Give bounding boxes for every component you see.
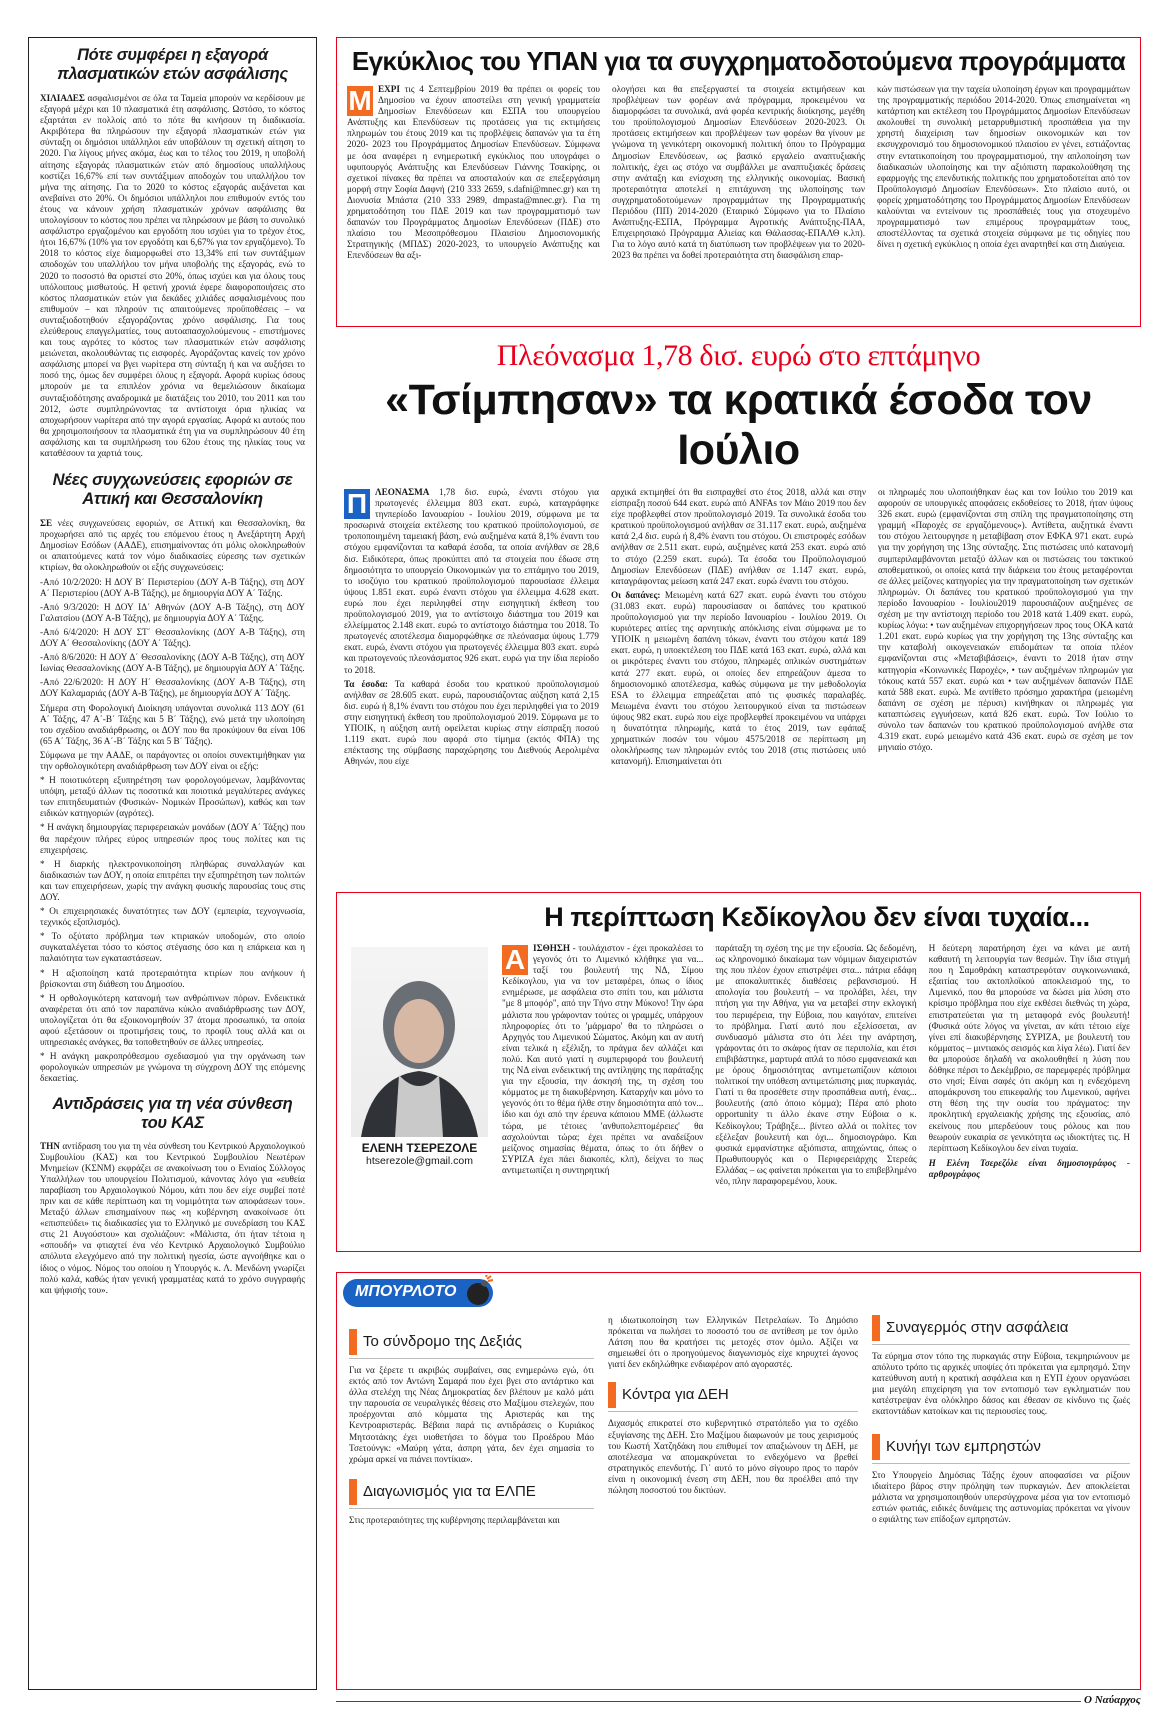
mid-article-lead: ΛΕΟΝΑΣΜΑ — [375, 487, 430, 497]
burloto-text-4: Διχασμός επικρατεί στο κυβερνητικό στρατόπεδο για το σχέδιο εξυγίανσης της ΔΕΗ. Στο Μαξίμου διαφωνούν με τους χειρισμούς του Κωστή Χατζηδάκη που επιθυμεί τον απαξιώνουν τη ΔΕΗ, με αποτέλεσμα να απομακρύνεται το ενδεχόμενο να βρεθεί στρατηγικός επενδυτής. Γι΄ αυτό το μόνο σίγουρο προς το παρόν είναι η οικονομική ένεση στη ΔΕΗ, που θα προέλθει από την πώληση ποσοστού του δικτύων. — [608, 1418, 858, 1496]
left-article-2-lead: ΣΕ — [40, 518, 53, 529]
top-article — [336, 37, 1141, 327]
heading-text: Κόντρα για ΔΕΗ — [622, 1386, 729, 1404]
mid-article-col-2 — [611, 487, 866, 770]
heading-text: Διαγωνισμός για τα ΕΛΠΕ — [363, 1482, 536, 1500]
left-article-3-text: αντίδραση του για τη νέα σύνθεση του Κεντρικού Αρχαιολογικού Συμβουλίου (ΚΑΣ) και του Κεντρικού Συμβουλίου Νεωτέρων Μνημείων (ΚΣΝΜ) εκφράζει σε ανακοίνωση του ο Ενιαίος Σύλλογος Υπαλλήλων του υπουργείου Πολιτισμού, κάνοντας λόγο για «ευθεία παραβίαση του Αρχαιολογικού Νόμου, κάτι που δεν είχε συμβεί ποτέ πριν και σε κάθε περίπτωση και τη νομιμότητα των αποφάσεων του». Μεταξύ άλλων επισημαίνουν πως «η κυβέρνηση ανακοίνωσε ότι «επισπεύδει» τις διαδικασίες για το Ελληνικό με συνεδρίαση του ΚΑΣ στις 21 Αυγούστου» και σχολιάζουν: «Μάλιστα, ότι ήταν τέτοια η «σπουδή» να φτιαχτεί ένα νέο Κεντρικό Αρχαιολογικό Συμβούλιο απόλυτα ελεγχόμενο από την πολιτική ηγεσία, ώστε αγνοήθηκε και ο ίδιος ο νόμος. Νόμος του οποίου η Υπουργός κ. Λ. Μενδώνη γνωρίζει πολύ καλά, καθώς ήταν γενική γραμματέας κατά το χρόνο συγγραφής και ψήφισής του». — [40, 1140, 305, 1295]
list-item: * Η ανάγκη δημιουργίας περιφερειακών μονάδων (ΔΟΥ Α΄ Τάξης) που θα παρέχουν πλήρες εύρος υπηρεσιών προς τους πολίτες και τις επιχειρήσεις. — [40, 822, 305, 855]
burloto-heading-5 — [872, 1432, 1130, 1464]
opinion-title: Η περίπτωση Κεδίκογλου δεν είναι τυχαία... — [544, 902, 1090, 932]
left-article-3-title: Αντιδράσεις για τη νέα σύνθεση του ΚΑΣ — [52, 1094, 293, 1132]
mid-article-text-2: αρχικά εκτιμηθεί ότι θα εισπραχθεί στο έτος 2018, αλλά και στην είσπραξη ποσού 644 εκατ. ευρώ από ANFAs τον Μάιο 2019 που δεν είχε προβλεφθεί στον προϋπολογισμό 2019. Τα συνολικά έσοδα του κρατικού προϋπολογισμού ανήλθαν σε 31.117 εκατ. ευρώ, αυξημένα κατά 2,4 δισ. ευρώ ή 8,4% έναντι του στόχου. Οι επιστροφές εσόδων ανήλθαν σε 2.511 εκατ. ευρώ, αυξημένες κατά 253 εκατ. ευρώ από το στόχο (2.259 εκατ. ευρώ). Τα έσοδα του Προϋπολογισμού Δημοσίων Επενδύσεων (ΠΔΕ) ανήλθαν σε 1.147 εκατ. ευρώ, καταγράφοντας μείωση κατά 247 εκατ. ευρώ έναντι του στόχου. — [611, 487, 866, 586]
left-article-2-para3: Σύμφωνα με την ΑΑΔΕ, οι παράγοντες οι οποίοι συνεκτιμήθηκαν για την ορθολογικότερη αναδιάρθρωση των ΔΟΥ είναι οι εξής: — [40, 749, 305, 771]
mid-article-subhead-revenue: Τα έσοδα: — [344, 678, 388, 689]
top-article-col-3: κών πιστώσεων για την ταχεία υλοποίηση έργων και προγραμμάτων της προγραμματικής περιόδου 2014-2020. Όπως επισημαίνεται «η κατάρτιση και εκτέλεση του Προγράμματος Δημοσίων Επενδύσεων ακολουθεί τη συνολική μεταρρυθμιστική προσπάθεια για την χρηστή διαχείριση των δημοσίων οικονομικών και τον εκσυγχρονισμό του δημοσιονομικού πλαισίου εν γένει, εστιάζοντας στην εντατικοποίηση του προγραμματισμού, την απλοποίηση των διαδικασιών υλοποίησης και την αξιόπιστη παρακολούθηση της εφαρμογής της επενδυτικής πολιτικής που χρηματοδοτείται από τον Προϋπολογισμό Δημοσίων Επενδύσεων». Στο πλαίσιο αυτό, οι φορείς χρηματοδότησης του Προγράμματος Δημοσίων Επενδύσεων καλούνται να εντείνουν τις προσπάθειές τους για στοχευμένο προγραμματισμό των επιμέρους προγραμμάτων τους, αποστέλλοντας τα σχετικά στοιχεία σύμφωνα με τις οδηγίες που δίνει η σχετική εγκύκλιος η οποία έχει αναρτηθεί και στη Διαύγεια. — [877, 84, 1130, 250]
burloto-text-5: Τα εύρημα στον τόπο της πυρκαγιάς στην Εύβοια, τεκμηριώνουν με απόλυτο τρόπο τις αρχικές υποψίες ότι πρόκειται για εμπρησμό. Στην κατεύθυνση αυτή η κρατική ασφάλεια και η ΕΥΠ έχουν οργανώσει μια μεγάλη επιχείρηση για τον εντοπισμό των εγκληματιών που κατέστρεψαν ένα ολόκληρο δάσος και έθεσαν σε κίνδυνο τις ζωές εκατοντάδων κατοίκων και τις περιουσίες τους. — [872, 1351, 1130, 1417]
list-item: -Από 9/3/2020: Η ΔΟΥ ΙΔ΄ Αθηνών (ΔΟΥ Α-Β Τάξης), στη ΔΟΥ Γαλατσίου (ΔΟΥ Α-Β Τάξης), με δημιουργία ΔΟΥ Α΄ Τάξης. — [40, 601, 305, 623]
author-portrait-icon — [351, 947, 488, 1137]
author-photo — [351, 947, 488, 1137]
burloto-heading-3 — [608, 1380, 858, 1412]
opinion-text-1: - τουλάχιστον - έχει προκαλέσει το γεγονός ότι το Λιμενικό κλήθηκε για να... ταξί του βουλευτή της ΝΔ, Σίμου Κεδίκογλου, για να τον μεταφέρει, όπως ο ίδιος ενημέρωσε, με ασφάλεια στο σπίτι του, και μάλιστα "με 8 μποφόρ", από την Τήνο στην Μύκονο! Την ώρα μάλιστα που γράφονταν τούτες οι γραμμές, υπάρχουν πληροφορίες ότι το 'μάρμαρο' θα το πληρώσει ο Αρχηγός του Λιμενικού Σώματος. Ακόμη και αν αυτή είναι τελικά η εξέλιξη, το πράγμα δεν αλλάζει και πολύ. Και αυτό γιατί η συμπεριφορά του βουλευτή της ΝΔ είναι ενδεικτική της αντίληψης της παράταξης για την εξουσία, την άσκησή της, τη σχέση του κόμματος με τη διακυβέρνηση. Καταρχήν και μόνο το γεγονός ότι το θέμα ήλθε στην δημοσιότητα από τον... ίδιο και όχι από την έρευνα κάποιου ΜΜΕ (άλλωστε τώρα, με τέτοιες 'ανθυπολεπτομέρειες' θα ασχολούνται τώρα; έχει πρέπει να αναδείξουν μείζονος σημασίας θέματα, όπως το ότι δήθεν ο ΣΥΡΙΖΑ έχει πάει διακοπές, κλπ), δείχνει το πως αντιμετωπίζει η συντηρητική — [502, 943, 704, 1175]
burloto-col-2 — [608, 1315, 858, 1496]
heading-bar — [349, 1479, 357, 1505]
heading-text: Το σύνδρομο της Δεξιάς — [363, 1332, 522, 1350]
opinion-signature: Η Ελένη Τσερεζόλε είναι δημοσιογράφος - αρθρογράφος — [928, 1157, 1130, 1179]
opinion-article — [336, 892, 1141, 1252]
list-item: * Η ανάγκη μακροπρόθεσμου σχεδιασμού για την οργάνωση των φορολογικών υπηρεσιών με γνώμονα τη σύγχρονη ΔΟΥ της επόμενης δεκαετίας. — [40, 1051, 305, 1084]
burloto-text-1: Για να ξέρετε τι ακριβώς συμβαίνει, σας ενημερώνω εγώ, ότι εκτός από τον Αντώνη Σαμαρά που έχει βγει στο αντάρτικο και άλλα στελέχη της Νέας Δημοκρατίας δεν βλέπουν με καλό μάτι την παρουσία σε νευραλγικές θέσεις στο Μαξίμου στελεχών, που προέρχονται από κόμματα της Αριστεράς και της Κεντροαριστεράς. Βέβαια παρά τις αντιδράσεις ο Κυριάκος Μητσοτάκης έχει υιοθετήσει το δόγμα του Προέδρου Μάο Τσετούνγκ: «Μαύρη γάτα, άσπρη γάτα, δεν έχει σημασία το χρώμα αρκεί να πιάνει ποντίκια». — [349, 1365, 594, 1464]
mid-article-text-2b: Μειωμένη κατά 627 εκατ. ευρώ έναντι του στόχου (31.083 εκατ. ευρώ) παρουσίασαν οι δαπάνες του κρατικού προϋπολογισμού για την περίοδο Ιανουαρίου - Ιουλίου 2019. Οι κυριότερες αιτίες της αρνητικής απόκλισης είναι σύμφωνα με το ΥΠΟΙΚ η μειωμένη δαπάνη τόκων, έναντι του στόχου κατά 189 εκατ. ευρώ, η υποεκτέλεση του ΠΔΕ κατά 163 εκατ. ευρώ, αλλά και οι μικρότερες έναντι του στόχου, πληρωμές οπλικών συστημάτων κατά 277 εκατ. ευρώ, οι οποίες δεν επηρεάζουν άμεσα το δημοσιονομικό αποτέλεσμα, καθώς σύμφωνα με την μεθοδολογία ESA το έλλειμμα επηρεάζεται από τις φυσικές παραλαβές. Μειωμένα έναντι του στόχου λειτουργικού είναι τα πιστώσεων ύψους 982 εκατ. ευρώ που είχε προβλεφθεί προκειμένου να υπάρχει η δυνατότητα πληρωμής, κατά το έτος 2019, των εφάπαξ χρηματικών ποσών του νόμου 4575/2018 σε περίπτωση μη ολοκλήρωσης των πληρωμών εντός του 2018 (στις πιστώσεις υπό κατανομή). Επισημαίνεται ότι — [611, 589, 866, 767]
left-article-3-lead: ΤΗΝ — [40, 1140, 60, 1151]
list-item: * Η αξιοποίηση κατά προτεραιότητα κτιρίων που ανήκουν ή βρίσκονται στη διάθεση του Δημοσίου. — [40, 967, 305, 989]
list-item: -Από 10/2/2020: Η ΔΟΥ Β΄ Περιστερίου (ΔΟΥ Α-Β Τάξης), στη ΔΟΥ Α΄ Περιστερίου (ΔΟΥ Α-Β Τάξης), με δημιουργία ΔΟΥ Α΄ Τάξης. — [40, 576, 305, 598]
mid-article-kicker: Πλεόνασμα 1,78 δισ. ευρώ στο επτάμηνο — [496, 339, 981, 372]
opinion-col-2: παράταξη τη σχέση της με την εξουσία. Ως δεδομένη, ως κληρονομικό δικαίωμα των νόμιμων διαχειριστών της που πλέον έχουν επιστρέψει στα... πάτρια εδάφη με αποκαλυπτικές διαθέσεις ρεβανσισμού. Η απολογία του βουλευτή – να προλάβει, λέει, την πτήση για την Αθήνα, για να μεταβεί στην εκλογική του περιφέρεια, την Εύβοια, που καιγόταν, επιτείνει το πρόβλημα. Γιατί αυτό που εξελίσσεται, αν συνδυασμό μάλιστα στο ότι λέει την ανάρτηση, γράφοντας ότι το σκάφος ήταν σε περιπολία, και έτσι επιβιβάστηκε, μαρτυρά απλά το πόσο εμφανειακά και με όρους δημοσιότητας αντιμετωπίζουν κάποιοι πολιτικοί την υπόθεση αντιμετώπισης μιας πυρκαγιάς. Γιατί τι θα προσέθετε στην προσπάθεια αυτή, ένας... βουλευτής (από όποιο κόμμα); Πέρα από photo opportunity τι άλλο έκανε στην Εύβοια ο κ. Κεδίκογλου; Τράβηξε... βίντεο αλλά οι πολίτες τον εξέλεξαν βουλευτή και όχι... δημοσιογράφο. Και φυσικά εμφανίστηκε αξιόπιστα, απηχώντας, όπως ο Πρωθυπουργός και ο Περιφερειάρχης Στερεάς Ελλάδας – ως φαίνεται πρόκειται για το επιβεβλημένο νέο, πλην παραφορεμένου, λουκ. — [715, 943, 917, 1186]
list-item: * Η διαρκής ηλεκτρονικοποίηση πληθώρας συναλλαγών και διαδικασιών των ΔΟΥ, η οποία επιτρέπει την εξυπηρέτηση των πολιτών και των επιχειρήσεων, χωρίς την ανάγκη φυσικής παρουσίας τους στις ΔΟΥ. — [40, 858, 305, 902]
drop-cap: Α — [502, 945, 528, 975]
burloto-text-2: Στις προτεραιότητες της κυβέρνησης περιλαμβάνεται και — [349, 1514, 560, 1525]
mid-article-title: «Τσίμπησαν» τα κρατικά έσοδα τον Ιούλιο — [385, 376, 1092, 474]
list-item: -Από 8/6/2020: Η ΔΟΥ Δ΄ Θεσσαλονίκης (ΔΟΥ Α-Β Τάξης), στη ΔΟΥ Ιωνίας Θεσσαλονίκης (ΔΟΥ Α-Β Τάξης), με δημιουργία ΔΟΥ Α΄ Τάξης. — [40, 652, 305, 674]
bomb-icon — [463, 1275, 495, 1307]
mid-article-subhead-spending: Οι δαπάνες: — [611, 589, 661, 600]
list-item: * Οι επιχειρησιακές δυνατότητες των ΔΟΥ (εμπειρία, τεχνογνωσία, τεχνικός εξοπλισμός). — [40, 906, 305, 928]
top-article-col-2: ολογήσει και θα επεξεργαστεί τα στοιχεία εκτιμήσεων και προβλέψεων των φορέων ανά πρόγραμμα, προκειμένου να διαμορφώσει τα συνολικά, ανά φορέα κεντρικής διοίκησης, μεγέθη του προϋπολογισμού Δημοσίων Επενδύσεων 2020-2023. Οι προτάσεις εκτιμήσεων και προβλέψεων των φορέων θα γίνουν με γνώμονα τη γενικότερη οικονομική πολιτική όπου το Πρόγραμμα Δημοσίων Επενδύσεων, ως βασικό εργαλείο αναπτυξιακής πολιτικής, έχει ως στόχο να συμβάλλει με αναπτυξιακές δράσεις στην ανάταξη και ενίσχυση της ελληνικής οικονομίας. Βασική προτεραιότητα αποτελεί η επιτάχυνση της υλοποίησης των συγχρηματοδοτούμενων προγραμμάτων της Προγραμματικής Περιόδου (ΠΠ) 2014-2020 (Εταιρικό Σύμφωνο για το Πλαίσιο Ανάπτυξης-ΕΣΠΑ, Πρόγραμμα Αγροτικής Ανάπτυξης-ΠΑΑ, Επιχειρησιακό Πρόγραμμα Αλιείας και Θάλασσας-ΕΠΑΛΘ κ.λπ). Για το λόγο αυτό κατά τη διατύπωση των προβλέψεων για το 2020-2023 θα πρέπει να δοθεί προτεραιότητα στη διασφάλιση επαρ- — [612, 84, 865, 261]
burloto-heading-4 — [872, 1313, 1130, 1345]
burloto-box — [336, 1272, 1141, 1690]
author-box — [351, 947, 488, 1167]
mid-article-text-1: 1,78 δισ. ευρώ, έναντι στόχου για πρωτογενές έλλειμμα 803 εκατ. ευρώ, καταγράφηκε τηνπερίοδο Ιανουαρίου - Ιουλίου 2019, σύμφωνα με τα προσωρινά στοιχεία εκτέλεσης του κρατικού προϋπολογισμού, σε τροποποιημένη ταμειακή βάση, ενώ αυξημένα κατά 8,1% έναντι του στόχου εμφανίζονται τα καθαρά έσοδα, τα οποία ανήλθαν σε 28,6 δισ. Ειδικότερα, όπως προκύπτει από τα στοιχεία που έδωσε στη δημοσιότητα το υπουργείο Οικονομικών για το επτάμηνο του 2019, το ισοζύγιο του κρατικού προϋπολογισμού παρουσίασε έλλειμα ύψους 1.851 εκατ. ευρώ έναντι στόχου για έλλειμμα 4.628 εκατ. ευρώ που έχει περιληφθεί στην εισηγητική έκθεση του προϋπολογισμού 2019, για το αντίστοιχο διάστημα του 2019 και ελλείμματος 2.148 εκατ. ευρώ το αντίστοιχο διάστημα του 2018. Το πρωτογενές αποτέλεσμα διαμορφώθηκε σε πλεόνασμα ύψους 1.779 εκατ. ευρώ, έναντι στόχου για πρωτογενές έλλειμμα 803 εκατ. ευρώ και πρωτογενούς πλεονάσματος 926 εκατ. ευρώ για την ίδια περίοδο το 2018. — [344, 487, 599, 675]
drop-cap: Π — [344, 489, 370, 519]
left-article-3-body — [40, 1141, 305, 1296]
page-footer: Ο Ναύαρχος — [1084, 1694, 1141, 1706]
heading-bar — [872, 1315, 880, 1341]
left-article-2-intro: νέες συγχωνεύσεις εφοριών, σε Αττική και Θεσσαλονίκη, θα προχωρήσει από τις αρχές του επόμενου έτους η Ανεξάρτητη Αρχή Δημοσίων Εσόδων (ΑΑΔΕ), επισημαίνοντας ότι μόλις ολοκληρωθούν οι απαιτούμενες κατά τον νόμο διαδικασίες εύρεσης των σχετικών κτιρίων, θα ολοκληρωθούν οι εξής συγχωνεύσεις: — [40, 518, 305, 573]
left-article-1-text: ασφαλισμένοι σε όλα τα Ταμεία μπορούν να κερδίσουν με εξαγορά μέχρι και 10 πλασματικά έτη ασφάλισης. Ωστόσο, το κόστος εξαρτάται εν πολλοίς από το πότε θα κινήσουν τη διαδικασία. Ακριβότερα θα πληρώσουν την εξαγορά πλασματικών ετών για σύνταξη οι δημόσιοι υπάλληλοι εάν υποβάλουν τη σχετική αίτηση το 2020. Για λίγους μήνες ακόμα, έως και το τέλος του 2019, η υποβολή αίτησης εξαγοράς πλασματικών ετών από δημοσίους υπαλλήλους κοστίζει 16,67% επί των συντάξιμων αποδοχών του υπαλλήλου τον μήνα της αίτησης. Για το 2020 το κόστος εξαγοράς αυξάνεται και ανεβαίνει στο 20%. Οι δημόσιοι υπάλληλοι που επιθυμούν εντός του έτους να κάνουν χρήση πλασματικών χρόνων ασφάλισης θα υπολογίσουν το κόστος που πρέπει να πληρώσουν με βάση το συνολικό ασφάλιστρο εργαζομένου και εργοδότη που ισχύει για το τρέχον έτος, ήτοι 16,67% (10% για τον εργοδότη και 6,67% για τον εργαζόμενο). Το 2018 το κόστος είχε διαμορφωθεί στο 13,34% επί των συντάξιμων αποδοχών του υπαλλήλου τον μήνα υποβολής της εξαγοράς, ενώ το 2020 το ποσοστό θα οριστεί στο 20%, όπως ισχύει και για όλους τους υπόλοιπους μισθωτούς. Η φετινή χρονιά έφερε διαφοροποιήσεις στο κόστος πλασματικών ετών για δεκάδες χιλιάδες ασφαλισμένους που επιθυμούν – και πληρούν τις απαιτούμενες προϋποθέσεις – να συνταξιοδοτηθούν εξαγοράζοντας χρόνο ασφάλισης. Για τους ελεύθερους επαγγελματίες, τους αυτοαπασχολούμενους - επιστήμονες και τους αγρότες το κόστος των πλασματικών ετών ασφάλισης μειώνεται, ακολουθώντας τις εισφορές. Αγοράζοντας κανείς τον χρόνο ασφάλισης μπορεί να βγει νωρίτερα στη σύνταξη ή και να αυξήσει το ποσό της, όμως δεν συμφέρει όλους η εξαγορά. Αφορά κυρίως όσους μπορούν με τα επιπλέον χρόνια να θεμελιώσουν δικαίωμα συνταξιοδότησης αναδρομικά με διατάξεις του 2010, του 2011 και του 2012, ώστε συμπληρώνοντας τα αντίστοιχα όρια ηλικίας να αποχωρήσουν νωρίτερα από την αγορά εργασίας. Αφορά κι αυτούς που θα χρησιμοποιήσουν τα πλασματικά έτη για να συμπληρώσουν 40 έτη ασφάλισης και τα συμπλήρωση του 62ου έτους της ηλικίας τους να καταθέσουν τα χαρτιά τους. — [40, 93, 306, 458]
left-article-2-body — [40, 518, 305, 1084]
burloto-col-3 — [872, 1309, 1130, 1525]
heading-bar — [872, 1434, 880, 1460]
burloto-heading-1 — [349, 1327, 594, 1359]
left-article-1-body — [40, 93, 305, 459]
list-item: * Η ποιοτικότερη εξυπηρέτηση των φορολογούμενων, λαμβάνοντας υπόψη, μεταξύ άλλων τις ποσοτικά και ποιοτικά μεγαλύτερες ανάγκες των επιτηδευματιών (Φυσικών- Νομικών Προσώπων), καθώς και των ειδικών κατηγοριών (αγρότες). — [40, 775, 305, 819]
list-item: -Από 22/6/2020: Η ΔΟΥ Η΄ Θεσσαλονίκης (ΔΟΥ Α-Β Τάξης), στη ΔΟΥ Καλαμαριάς (ΔΟΥ Α-Β Τάξης), με δημιουργία ΔΟΥ Α΄ Τάξης. — [40, 677, 305, 699]
opinion-text-3: Η δεύτερη παρατήρηση έχει να κάνει με αυτή καθαυτή τη λειτουργία των θεσμών. Την ίδια στιγμή που η Σαμοθράκη καταστρεφόταν συγκοινωνιακά, εξαιτίας του ακτοπλοϊκού αποκλεισμού της, το Λιμενικό, που θα μπορούσε να δώσει μία λύση στο κρίσιμο πρόβλημα που είχε εκθέσει διεθνώς τη χώρα, επιστρατεύεται για τη μεταφορά ενός βουλευτή! (Φυσικά ούτε λόγος να γίνεται, αν κάτι τέτοιο είχε γίνει επί διακυβέρνησης ΣΥΡΙΖΑ, με βουλευτή του κόμματος – μιντιακός σεισμός και λίγα λέω). Γιατί δεν θα μπορούσε δηλαδή να ακολουθηθεί η λύση που δόθηκε πέρσι το Δεκέμβριο, σε παρεμφερές πρόβλημα στο νησί; Είναι σαφές ότι ακόμη και η ενδεχόμενη απομάκρυνση του επικεφαλής του Λιμενικού, αφήνει στη θέση της την ουσία του πράγματος: την προκλητική εργαλειακής χρήσης της εξουσίας, από εκείνους που μπερδεύουν τους ρόλους και που θεωρούν ευκαιρία σε γενικότητα ως ιδιοκτήτες τις. Η περίπτωση Κεδίκογλου δεν είναι τυχαία. — [928, 943, 1130, 1153]
list-item: -Από 6/4/2020: Η ΔΟΥ ΣΤ΄ Θεσσαλονίκης (ΔΟΥ Α-Β Τάξης), στη ΔΟΥ Α΄ Θεσσαλονίκης (ΔΟΥ Α΄ Τάξης). — [40, 626, 305, 649]
top-article-text-1: τις 4 Σεπτεμβρίου 2019 θα πρέπει οι φορείς του Δημοσίου να έχουν αποστείλει στη γενική γραμματεία Δημοσίων Επενδύσεων και ΕΣΠΑ του υπουργείου Ανάπτυξης και Επενδύσεων τις προτάσεις για τις εκτιμήσεις πληρωμών του έτους 2019 και τις προβλέψεις δαπανών για τα έτη 2020- 2023 του Προγράμματος Δημοσίων Επενδύσεων. Σύμφωνα με όσα αναφέρει η ενημερωτική εγκύκλιος που υπογράφει ο υφυπουργός Ανάπτυξης και Επενδύσεων Γιάννης Τσακίρης, οι σχετικοί πίνακες θα πρέπει να αποσταλούν και σε επεξεργάσιμη μορφή στην Σοφία Δαφνή (210 333 2659, s.dafni@mnec.gr) και τη Διονυσία Μπάστα (210 333 2989, dmpasta@mnec.gr). Για τη χρηματοδότηση του ΠΔΕ 2019 και των προγραμματισμό των δαπανών του Προγράμματος Δημοσίων Επενδύσεων (ΠΔΕ) στο πλαίσιο του Μεσοπρόθεσμου Πλαισίου Δημοσιονομικής Στρατηγικής (ΜΠΔΣ) 2020-2023, το υπουργείο Ανάπτυξης και Επενδύσεων θα αξι- — [347, 84, 600, 261]
mid-article-col-1 — [344, 487, 599, 770]
burloto-label-text: ΜΠΟΥΡΛΟΤΟ — [355, 1283, 457, 1300]
heading-text: Συναγερμός στην ασφάλεια — [886, 1318, 1069, 1336]
top-article-col-1 — [347, 84, 600, 262]
burloto-heading-2 — [349, 1477, 594, 1509]
list-item: * Το οξύτατο πρόβλημα των κτιριακών υποδομών, στο οποίο συγκαταλέγεται τόσο το κόστος στέγασης όσο και η επάρκεια και η παλαιότητα των εγκαταστάσεων. — [40, 931, 305, 964]
burloto-label — [343, 1279, 493, 1307]
author-name: ΕΛΕΝΗ ΤΣΕΡΕΖΟΛΕ — [361, 1141, 478, 1155]
top-article-lead: ΕΧΡΙ — [378, 84, 400, 94]
left-article-1-title: Πότε συμφέρει η εξαγορά πλασματικών ετών ασφάλισης — [57, 46, 288, 83]
opinion-col-3 — [929, 943, 1130, 1187]
top-article-title: Εγκύκλιος του ΥΠΑΝ για τα συγχρηματοδοτούμενα προγράμματα — [351, 46, 1126, 76]
page-footer-line — [336, 1701, 1081, 1702]
opinion-lead: ΙΣΘΗΣΗ — [533, 943, 571, 953]
burloto-text-3: η ιδιωτικοποίηση των Ελληνικών Πετρελαίων. Το Δημόσιο πρόκειται να πωλήσει το ποσοστό του σε αντίθεση με τον όμιλο Λάτση που θα κρατήσει τις μετοχές στον όμιλο. Αξίζει να σημειωθεί ότι ο προηγούμενος διαγωνισμός είχε κηρυχτεί άγονος γιατί δεν εκδηλώθηκε ενδιαφέρον από αγοραστές. — [608, 1315, 858, 1370]
burloto-col-1 — [349, 1323, 594, 1526]
heading-text: Κυνήγι των εμπρηστών — [886, 1437, 1041, 1455]
author-email[interactable]: htserezole@gmail.com — [366, 1155, 473, 1167]
mid-article-text-1b: Τα καθαρά έσοδα του κρατικού προϋπολογισμού ανήλθαν σε 28.605 εκατ. ευρώ, παρουσιάζοντας αύξηση κατά 2,15 δισ. ευρώ ή 8,1% έναντι του στόχου που έχει περιληφθεί για το 2019 στην εισηγητική έκθεση του προϋπολογισμού 2019. Σύμφωνα με το ΥΠΟΙΚ, η αύξηση αυτή οφείλεται κυρίως στην είσπραξη ποσού 1.119 εκατ. ευρώ που αφορά στο τίμημα (εκτός ΦΠΑ) της επέκτασης της σύμβασης παραχώρησης του Διεθνούς Αερολιμένα Αθηνών, που είχε — [344, 678, 599, 767]
left-article-2-para2: Σήμερα στη Φορολογική Διοίκηση υπάγονται συνολικά 113 ΔΟΥ (61 Α΄ Τάξης, 47 Α΄-Β΄ Τάξης και 5 Β΄ Τάξης), ενώ μετά την υλοποίηση του σχεδίου αναδιάρθρωσης, οι ΔΟΥ που θα προκύψουν θα είναι 106 (65 Α΄ Τάξης, 36 Α΄-Β΄ Τάξης και 5 Β΄ Τάξης). — [40, 702, 305, 746]
left-article-1-lead: ΧΙΛΙΑΔΕΣ — [40, 93, 85, 103]
left-column — [28, 37, 317, 1690]
opinion-col-1 — [502, 943, 703, 1187]
left-article-2-title: Νέες συγχωνεύσεις εφοριών σε Αττική και Θεσσαλονίκη — [52, 471, 293, 509]
list-item: * Η ορθολογικότερη κατανομή των ανθρώπινων πόρων. Ενδεικτικά αναφέρεται ότι από τον παραπάνω κύκλο αναδιάρθρωσης των ΔΟΥ, υπολογίζεται ότι θα εξοικονομηθούν 37 άτομα προσωπικό, τα οποία αφού εξετάσουν οι προτιμήσεις τους, το προφίλ τους αλλά και οι υπηρεσιακές ανάγκες, θα τοποθετηθούν σε άλλες υπηρεσίες. — [40, 992, 305, 1048]
burloto-text-6: Στο Υπουργείο Δημόσιας Τάξης έχουν αποφασίσει να ρίξουν ιδιαίτερο βάρος στην πρόληψη των πυρκαγιών. Δεν αποκλείεται μάλιστα να χρησιμοποιηθούν υπερσύγχρονα μέσα για τον εντοπισμό εστιών φωτιάς, ειδικές δυνάμεις της αστυνομίας πρόκειται να γίνουν ο εφιάλτης των επίδοξων εμπρηστών. — [872, 1469, 1130, 1524]
drop-cap: Μ — [348, 85, 372, 116]
heading-bar — [608, 1382, 616, 1408]
mid-article-col-3: οι πληρωμές που υλοποιήθηκαν έως και τον Ιούλιο του 2019 και αφορούν σε υπουργικές αποφάσεις εκδοθείσες το 2018, ήταν ύψους 326 εκατ. ευρώ (εμφανίζονται στη σπίλη της πραγματοποίησης στη γραμμή «Παροχές σε εργαζόμενους»). Αντίθετα, αυξητικά έναντι του στόχου λειτουργησε η μεταβίβαση στον ΕΦΚΑ 971 εκατ. ευρώ για την χορήγηση της 13ης σύνταξης. Στις πιστώσεις υπό κατανομή συμπεριλαμβάνονται μεταξύ άλλων και οι πιστώσεις του τακτικού αποθεματικού, οι οποίες κατά την διάρκεια του έτους μεταφέρονται σε άλλες μείζονες κατηγορίες για την πραγματοποίηση των σχετικών πληρωμών. Οι δαπάνες του κρατικού προϋπολογισμού για την περίοδο Ιανουαρίου - Ιουλίου2019 παρουσιάζουν αυξημένες σε σχέση με την αντίστοιχη περίοδο του 2018 κατά 1.409 εκατ. ευρώ, κυρίως λόγω: • των αυξημένων επιχορηγήσεων προς τους ΟΚΑ κατά 1.201 εκατ. ευρώ κυρίως για την χορήγηση της 13ης σύνταξης και την καταβολή οικογενειακών επιδομάτων τα οποία πλέον εμφανίζονται στις «Μεταβιβάσεις», έναντι το 2018 ήταν στην κατηγορία «Κοινωνικές Παροχές», • των αυξημένων πληρωμών για τόκους κατά 557 εκατ. ευρώ και • των αυξημένων δαπανών ΠΔΕ κατά 588 εκατ. ευρώ. Με αντίθετο πρόσημο χαρακτήρα (μειωμένη δαπάνη σε σχέση με πέρυσι) κινήθηκαν οι πληρωμές για καταπτώσεις εγγυήσεων, κατά 826 εκατ. ευρώ. Τον Ιούλιο το σύνολο των δαπανών του κρατικού προϋπολογισμού ανήλθε στα 4.319 εκατ. ευρώ μειωμένο κατά 436 εκατ. ευρώ σε σχέση με τον μηνιαίο στόχο. — [878, 487, 1133, 753]
heading-bar — [349, 1329, 357, 1355]
mid-article — [336, 339, 1141, 827]
